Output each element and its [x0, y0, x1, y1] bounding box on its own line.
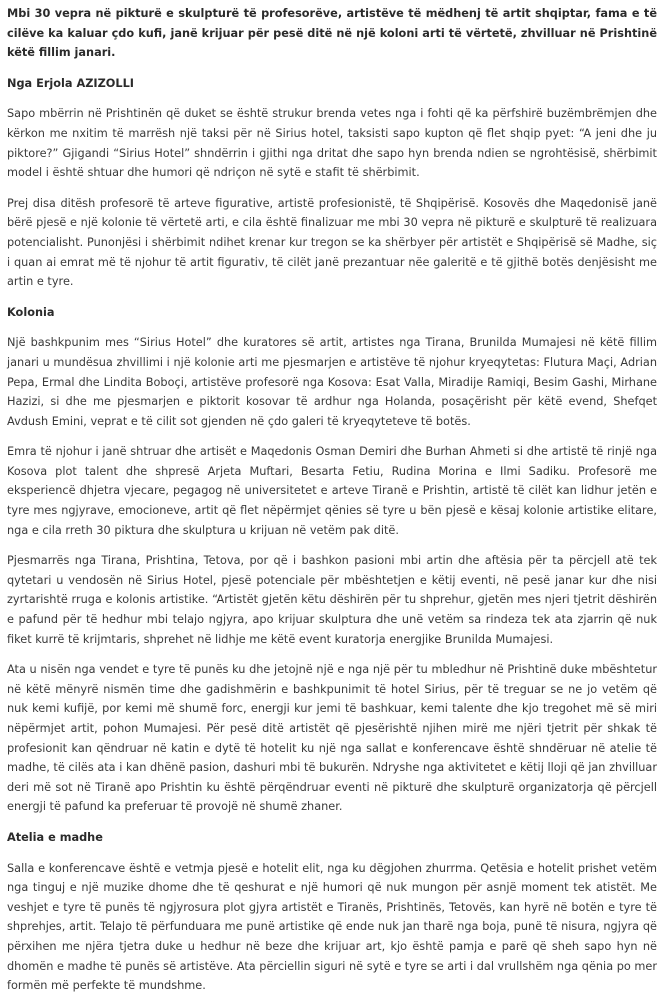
section-heading-kolonia: Kolonia — [7, 305, 55, 319]
article-paragraph: Ata u nisën nga vendet e tyre të punës ku dhe jetojnë një e nga një për tu mbledhur në Prishtinë duke mbështetur në këtë mënyrë nismën time dhe gadishmërin e bashkpunimit të hotel Sirius, për të treguar se ne jo vetëm që nuk kemi kufijë, por kemi më shumë forc, energji kur jemi të bashkuar, kemi talente dhe kjo tregohet më së miri nëpërmjet artit, pohon Mumajesi. Për pesë ditë artistët që pjesërishtë njihen mirë me njëri tjetrit për shkak të profesionit kan qëndruar në katin e dytë të hotelit ku një nga sallat e konferencave është shndëruar në atelie të madhe, të cilës ata i kan dhënë pasion, dashuri mbi të bukurën. Ndryshe nga aktivitetet e këtij lloji që jan zhvilluar deri më sot në Tiranë apo Prishtin ku është përqëndruar eventi në pikturë dhe skulpturë organizatorja që përcjell energji të pafund ka preferuar të provojë në shumë zhaner. — [7, 663, 657, 814]
article-paragraph: Emra të njohur i janë shtruar dhe artisët e Maqedonis Osman Demiri dhe Burhan Ahmeti si dhe artistë të rinjë nga Kosova plot talent dhe shpresë Arjeta Muftari, Besarta Fetiu, Rudina Morina e Ilmi Sadiku. Profesorë me eksperiencë dhjetra vjecare, pegagog në universitetet e arteve Tiranë e Prishtin, artistë të cilët kan lidhur jetën e tyre mes ngjyrave, emocioneve, artit që flet nëpërmjet qënies së tyre u bën pjesë e kësaj kolonie artistike elitare, nga e cila rreth 30 piktura dhe skulptura u krijuan në vetëm pak ditë. — [7, 445, 657, 537]
article-paragraph: Pjesmarrës nga Tirana, Prishtina, Tetova, por që i bashkon pasioni mbi artin dhe aftësia për ta përcjell atë tek qytetari u vendosën në Sirius Hotel, pjesë potenciale për mbështetjen e këtij eventi, në pesë janar kur dhe nisi zyrtarishtë rruga e kolonis artistike. “Artistët gjetën këtu dëshirën për tu shprehur, gjetën mes njeri tjetrit dëshirën e pafund për të hedhur mbi telajo ngjyra, apo krijuar skulptura dhe unë vetëm sa rindeza tek ata zjarrin që nuk fiket kurrë të krijmtaris, shprehet në lidhje me këtë event kuratorja energjike Brunilda Mumajesi. — [7, 554, 657, 646]
article-byline: Nga Erjola AZIZOLLI — [7, 76, 134, 90]
article-paragraph: Salla e konferencave është e vetmja pjesë e hotelit elit, nga ku dëgjohen zhurrma. Qetësia e hotelit prishet vetëm nga tinguj e një muzike dhome dhe të qeshurat e një humori që nuk mungon për asnjë moment tek atistët. Me veshjet e tyre të punës të ngjyrosura plot gjyra artistët e Tiranës, Prishtinës, Tetovës, kan hyrë në botën e tyre të shprehjes, artit. Telajo të përfunduara me punë artistike që ende nuk jan tharë nga boja, punë të nisura, ngjyra që përxihen me njëra tjetra duke u hedhur në beze dhe krijuar art, kjo është pamja e parë që sheh sapo hyn në dhomën e madhe të punës së artistëve. Ata përciellin siguri në sytë e tyre se arti i dal vrullshëm nga qënia po mer formën më perfekte të mundshme. — [7, 861, 657, 993]
article-lead: Mbi 30 vepra në pikturë e skulpturë të profesorëve, artistëve të mëdhenj të artit shqiptar, fama e të cilëve ka kaluar çdo kufi, janë krijuar për pesë ditë në një koloni arti të vërtetë, zhvilluar në Prishtinë këtë fillim janari. — [7, 7, 657, 60]
article-paragraph: Një bashkpunim mes “Sirius Hotel” dhe kuratores së artit, artistes nga Tirana, Brunilda Mumajesi në këtë fillim janari u mundësua zhvillimi i një kolonie arti me pjesmarjen e artistëve të njohur kryeqytetas: Flutura Maçi, Adrian Pepa, Ermal dhe Lindita Boboçi, artistëve profesorë nga Kosova: Esat Valla, Miradije Ramiqi, Besim Gashi, Mirhane Hazizi, si dhe me pjesmarjen e piktorit kosovar të ardhur nga Holanda, posaçërisht për këtë evend, Shefqet Avdush Emini, veprat e të cilit sot gjenden në çdo galeri të kryeqyteteve të botës. — [7, 336, 657, 428]
article-paragraph: Prej disa ditësh profesorë të arteve figurative, artistë profesionistë, të Shqipërisë. Kosovës dhe Maqedonisë janë bërë pjesë e një kolonie të vërtetë arti, e cila është finalizuar me mbi 30 vepra në pikturë e skulpturë të realizuara potencialisht. Punonjësi i shërbimit ndihet krenar kur tregon se ka shërbyer për artistët e Shqipërisë së Madhe, siç i quan ai emrat më të njohur të artit figurativ, të cilët janë prezantuar nëe galeritë e të gjithë botës denjësisht me artin e tyre. — [7, 196, 657, 289]
section-heading-atelia: Atelia e madhe — [7, 830, 103, 844]
article-paragraph: Sapo mbërrin në Prishtinën që duket se është strukur brenda vetes nga i fohti që ka përfshirë buzëmbrëmjen dhe kërkon me nxitim të marrësh një taksi për në Sirius hotel, taksisti sapo kupton që flet shqip pyet: “A jeni dhe ju piktore?” Gjigandi “Sirius Hotel” shndërrin i gjithi nga dritat dhe sapo hyn brenda ndien se ngrohtësisë, shërbimit model i është shtuar dhe humori që ndriçon në sytë e stafit të shërbimit. — [7, 107, 657, 180]
